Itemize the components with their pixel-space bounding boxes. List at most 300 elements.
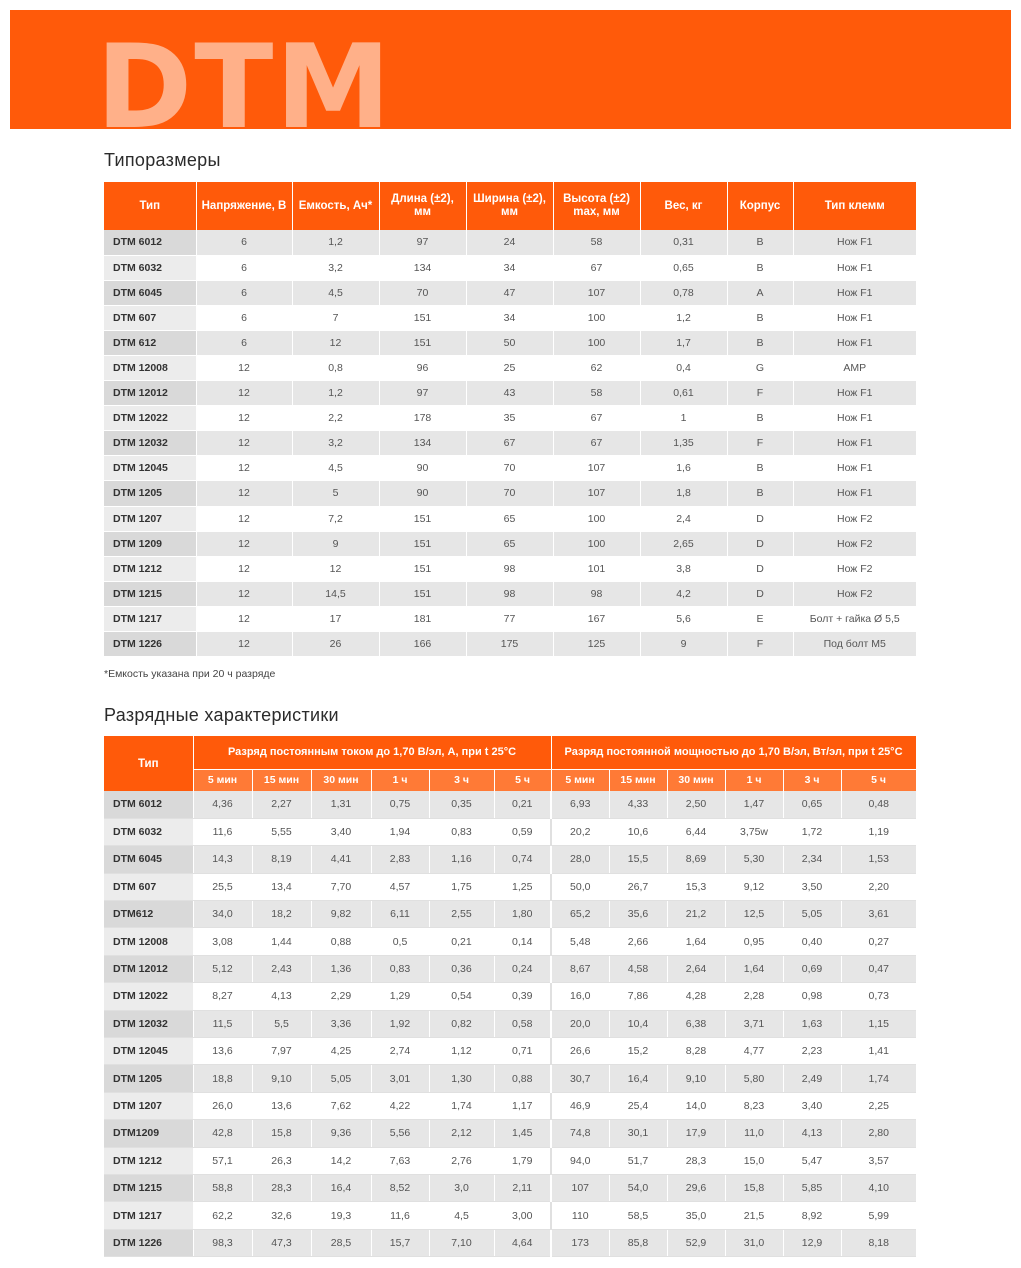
model-name-cell: DTM 6012 — [104, 230, 196, 255]
table-cell: 3,01 — [371, 1065, 429, 1092]
table-cell: B — [727, 481, 793, 506]
table-row — [104, 1010, 916, 1037]
table-cell: 0,27 — [841, 928, 916, 955]
table-cell: 1,74 — [429, 1092, 494, 1119]
table-cell: 151 — [379, 581, 466, 606]
table-cell: 0,48 — [841, 791, 916, 818]
table-cell: 0,59 — [494, 818, 551, 845]
table-cell: 28,5 — [311, 1229, 371, 1256]
table-cell: 0,83 — [429, 818, 494, 845]
table-cell: 5,6 — [640, 606, 727, 631]
table-cell: 4,5 — [292, 456, 379, 481]
table-cell: 1,2 — [640, 305, 727, 330]
table-cell: 12 — [292, 556, 379, 581]
table-cell: 1,35 — [640, 431, 727, 456]
table-cell: 4,36 — [193, 791, 252, 818]
table-cell: 15,2 — [609, 1038, 667, 1065]
table-cell: F — [727, 632, 793, 657]
table-cell: 0,61 — [640, 381, 727, 406]
table-cell: 173 — [551, 1229, 609, 1256]
table-cell: 5,85 — [783, 1174, 841, 1201]
table-cell: 1,15 — [841, 1010, 916, 1037]
table-cell: 0,39 — [494, 983, 551, 1010]
table-cell: 2,23 — [783, 1038, 841, 1065]
table-cell: 1,53 — [841, 846, 916, 873]
table-cell: 3,0 — [429, 1174, 494, 1201]
table-cell: D — [727, 556, 793, 581]
table-cell: 167 — [553, 606, 640, 631]
sizes-column-header: Тип — [104, 182, 196, 230]
table-cell: 2,65 — [640, 531, 727, 556]
table-cell: 107 — [551, 1174, 609, 1201]
sizes-column-header: Высота (±2) max, мм — [553, 182, 640, 230]
model-name-cell: DTM 1217 — [104, 1202, 193, 1229]
table-cell: 3,75w — [725, 818, 783, 845]
table-cell: 1,31 — [311, 791, 371, 818]
table-cell: Нож F2 — [793, 581, 916, 606]
model-name-cell: DTM1209 — [104, 1120, 193, 1147]
table-cell: 12,9 — [783, 1229, 841, 1256]
table-cell: 97 — [379, 230, 466, 255]
table-row — [104, 531, 916, 556]
table-cell: 0,82 — [429, 1010, 494, 1037]
table-cell: Нож F2 — [793, 556, 916, 581]
table-cell: 8,67 — [551, 955, 609, 982]
table-cell: B — [727, 255, 793, 280]
table-cell: 1,29 — [371, 983, 429, 1010]
table-cell: 5,47 — [783, 1147, 841, 1174]
table-cell: 6,11 — [371, 901, 429, 928]
table-cell: 7,10 — [429, 1229, 494, 1256]
table-cell: 0,71 — [494, 1038, 551, 1065]
table-cell: 31,0 — [725, 1229, 783, 1256]
table-cell: B — [727, 330, 793, 355]
table-row — [104, 330, 916, 355]
table-cell: 57,1 — [193, 1147, 252, 1174]
table-cell: 2,12 — [429, 1120, 494, 1147]
table-cell: 47,3 — [252, 1229, 311, 1256]
table-cell: 21,2 — [667, 901, 725, 928]
table-cell: Нож F2 — [793, 531, 916, 556]
table-cell: 4,5 — [292, 280, 379, 305]
brand-banner — [10, 10, 1011, 129]
sizes-table — [104, 182, 916, 657]
table-cell: 101 — [553, 556, 640, 581]
table-cell: 12,5 — [725, 901, 783, 928]
table-cell: 166 — [379, 632, 466, 657]
table-cell: 9 — [640, 632, 727, 657]
power-discharge-header: Разряд постоянной мощностью до 1,70 В/эл, Вт/эл, при t 25°С — [551, 736, 916, 769]
model-name-cell: DTM 607 — [104, 873, 193, 900]
table-cell: 18,8 — [193, 1065, 252, 1092]
table-cell: 6 — [196, 330, 292, 355]
table-cell: 0,88 — [494, 1065, 551, 1092]
table-cell: Болт + гайка Ø 5,5 — [793, 606, 916, 631]
table-cell: 9,82 — [311, 901, 371, 928]
table-cell: 7 — [292, 305, 379, 330]
model-name-cell: DTM 1215 — [104, 581, 196, 606]
table-cell: 7,2 — [292, 506, 379, 531]
discharge-period-row — [104, 769, 916, 791]
table-cell: 58 — [553, 230, 640, 255]
period-header: 15 мин — [252, 769, 311, 791]
table-cell: 151 — [379, 531, 466, 556]
table-cell: 62,2 — [193, 1202, 252, 1229]
table-cell: 17,9 — [667, 1120, 725, 1147]
table-cell: 175 — [466, 632, 553, 657]
table-cell: 2,34 — [783, 846, 841, 873]
table-cell: 1,25 — [494, 873, 551, 900]
sizes-column-header: Корпус — [727, 182, 793, 230]
table-row — [104, 1229, 916, 1256]
table-row — [104, 1038, 916, 1065]
table-cell: 98 — [466, 556, 553, 581]
table-cell: 15,0 — [725, 1147, 783, 1174]
table-row — [104, 606, 916, 631]
table-cell: 98 — [466, 581, 553, 606]
table-cell: 2,11 — [494, 1174, 551, 1201]
table-cell: 18,2 — [252, 901, 311, 928]
model-name-cell: DTM 12012 — [104, 381, 196, 406]
table-cell: 46,9 — [551, 1092, 609, 1119]
table-cell: 5,56 — [371, 1120, 429, 1147]
table-cell: 8,23 — [725, 1092, 783, 1119]
table-cell: 42,8 — [193, 1120, 252, 1147]
table-row — [104, 791, 916, 818]
table-cell: 2,4 — [640, 506, 727, 531]
table-cell: 11,6 — [371, 1202, 429, 1229]
table-row — [104, 1147, 916, 1174]
table-cell: 70 — [466, 456, 553, 481]
table-cell: 107 — [553, 456, 640, 481]
table-cell: 1 — [640, 406, 727, 431]
table-cell: 28,0 — [551, 846, 609, 873]
table-cell: 35 — [466, 406, 553, 431]
table-cell: 1,94 — [371, 818, 429, 845]
table-cell: Нож F1 — [793, 456, 916, 481]
table-cell: 0,21 — [494, 791, 551, 818]
table-cell: 7,62 — [311, 1092, 371, 1119]
table-cell: B — [727, 230, 793, 255]
table-cell: 1,64 — [667, 928, 725, 955]
table-cell: 14,3 — [193, 846, 252, 873]
table-cell: 30,1 — [609, 1120, 667, 1147]
table-cell: 100 — [553, 531, 640, 556]
table-cell: 12 — [196, 381, 292, 406]
table-cell: 4,64 — [494, 1229, 551, 1256]
table-cell: 5,5 — [252, 1010, 311, 1037]
table-cell: 12 — [196, 355, 292, 380]
table-cell: 151 — [379, 506, 466, 531]
table-cell: 74,8 — [551, 1120, 609, 1147]
period-header: 5 ч — [841, 769, 916, 791]
table-cell: 0,83 — [371, 955, 429, 982]
model-name-cell: DTM 1209 — [104, 531, 196, 556]
table-cell: 0,65 — [783, 791, 841, 818]
table-cell: 0,78 — [640, 280, 727, 305]
table-cell: 15,3 — [667, 873, 725, 900]
table-row — [104, 873, 916, 900]
table-cell: 26,3 — [252, 1147, 311, 1174]
table-cell: 1,2 — [292, 230, 379, 255]
table-cell: 28,3 — [252, 1174, 311, 1201]
table-row — [104, 456, 916, 481]
table-cell: 34 — [466, 305, 553, 330]
table-cell: 9,10 — [252, 1065, 311, 1092]
table-row — [104, 280, 916, 305]
table-cell: 34,0 — [193, 901, 252, 928]
table-cell: 67 — [553, 406, 640, 431]
table-cell: 5,48 — [551, 928, 609, 955]
table-cell: 65 — [466, 531, 553, 556]
table-cell: 19,3 — [311, 1202, 371, 1229]
model-name-cell: DTM 1226 — [104, 1229, 193, 1256]
table-cell: 6 — [196, 255, 292, 280]
model-name-cell: DTM 1215 — [104, 1174, 193, 1201]
table-cell: 100 — [553, 305, 640, 330]
table-cell: 4,57 — [371, 873, 429, 900]
table-cell: 14,0 — [667, 1092, 725, 1119]
table-cell: 8,69 — [667, 846, 725, 873]
table-cell: 2,76 — [429, 1147, 494, 1174]
model-name-cell: DTM 6012 — [104, 791, 193, 818]
table-cell: 1,47 — [725, 791, 783, 818]
dtm-logo: DTM — [96, 20, 393, 129]
table-cell: 24 — [466, 230, 553, 255]
table-cell: 1,79 — [494, 1147, 551, 1174]
table-cell: 12 — [196, 506, 292, 531]
sizes-column-header: Вес, кг — [640, 182, 727, 230]
table-cell: 35,0 — [667, 1202, 725, 1229]
table-cell: 100 — [553, 330, 640, 355]
table-cell: Под болт М5 — [793, 632, 916, 657]
table-cell: 2,64 — [667, 955, 725, 982]
table-cell: 26,6 — [551, 1038, 609, 1065]
table-cell: 4,77 — [725, 1038, 783, 1065]
table-cell: 0,21 — [429, 928, 494, 955]
table-cell: 1,36 — [311, 955, 371, 982]
table-cell: B — [727, 305, 793, 330]
sizes-column-header: Емкость, Ач* — [292, 182, 379, 230]
table-cell: 2,27 — [252, 791, 311, 818]
table-row — [104, 1120, 916, 1147]
table-cell: 6,93 — [551, 791, 609, 818]
table-cell: 151 — [379, 305, 466, 330]
table-cell: 4,28 — [667, 983, 725, 1010]
table-cell: 52,9 — [667, 1229, 725, 1256]
table-cell: 3,61 — [841, 901, 916, 928]
table-cell: 97 — [379, 381, 466, 406]
table-cell: 6 — [196, 280, 292, 305]
table-row — [104, 481, 916, 506]
table-cell: 51,7 — [609, 1147, 667, 1174]
table-cell: 58 — [553, 381, 640, 406]
table-cell: Нож F1 — [793, 330, 916, 355]
table-cell: 26,7 — [609, 873, 667, 900]
table-cell: 6,38 — [667, 1010, 725, 1037]
table-cell: Нож F1 — [793, 305, 916, 330]
table-cell: 2,83 — [371, 846, 429, 873]
table-cell: 11,6 — [193, 818, 252, 845]
table-cell: 7,70 — [311, 873, 371, 900]
table-cell: 2,25 — [841, 1092, 916, 1119]
table-cell: 3,40 — [311, 818, 371, 845]
table-cell: 7,86 — [609, 983, 667, 1010]
table-cell: 151 — [379, 556, 466, 581]
table-cell: 85,8 — [609, 1229, 667, 1256]
table-cell: 34 — [466, 255, 553, 280]
model-name-cell: DTM 6045 — [104, 280, 196, 305]
table-cell: 2,20 — [841, 873, 916, 900]
table-cell: 7,63 — [371, 1147, 429, 1174]
period-header: 5 ч — [494, 769, 551, 791]
table-cell: 12 — [196, 632, 292, 657]
table-cell: 0,95 — [725, 928, 783, 955]
table-cell: 25,4 — [609, 1092, 667, 1119]
table-cell: AMP — [793, 355, 916, 380]
period-header: 1 ч — [725, 769, 783, 791]
table-cell: D — [727, 506, 793, 531]
table-cell: Нож F1 — [793, 280, 916, 305]
table-cell: 0,36 — [429, 955, 494, 982]
table-cell: 12 — [196, 556, 292, 581]
period-header: 5 мин — [551, 769, 609, 791]
table-cell: 3,57 — [841, 1147, 916, 1174]
period-header: 1 ч — [371, 769, 429, 791]
table-cell: 77 — [466, 606, 553, 631]
table-cell: 2,55 — [429, 901, 494, 928]
model-name-cell: DTM 1212 — [104, 556, 196, 581]
table-cell: 15,8 — [725, 1174, 783, 1201]
table-cell: 1,30 — [429, 1065, 494, 1092]
table-cell: 100 — [553, 506, 640, 531]
table-cell: 26 — [292, 632, 379, 657]
table-cell: 13,4 — [252, 873, 311, 900]
model-name-cell: DTM 1207 — [104, 506, 196, 531]
discharge-group-row — [104, 736, 916, 769]
table-cell: 2,74 — [371, 1038, 429, 1065]
model-name-cell: DTM 1226 — [104, 632, 196, 657]
table-cell: 32,6 — [252, 1202, 311, 1229]
table-cell: 1,16 — [429, 846, 494, 873]
table-cell: 15,5 — [609, 846, 667, 873]
table-cell: D — [727, 531, 793, 556]
model-name-cell: DTM 12012 — [104, 955, 193, 982]
sizes-header-row — [104, 182, 916, 230]
table-cell: 96 — [379, 355, 466, 380]
table-cell: 70 — [466, 481, 553, 506]
table-cell: Нож F1 — [793, 481, 916, 506]
table-cell: 20,2 — [551, 818, 609, 845]
table-cell: 5,05 — [783, 901, 841, 928]
table-cell: 4,33 — [609, 791, 667, 818]
table-cell: 1,6 — [640, 456, 727, 481]
type-header: Тип — [104, 736, 193, 791]
table-cell: 1,8 — [640, 481, 727, 506]
table-cell: B — [727, 456, 793, 481]
table-row — [104, 1065, 916, 1092]
table-cell: 5,30 — [725, 846, 783, 873]
table-cell: 3,36 — [311, 1010, 371, 1037]
table-cell: 0,98 — [783, 983, 841, 1010]
table-cell: 2,80 — [841, 1120, 916, 1147]
table-cell: 15,7 — [371, 1229, 429, 1256]
table-cell: 0,24 — [494, 955, 551, 982]
table-cell: 26,0 — [193, 1092, 252, 1119]
table-cell: 17 — [292, 606, 379, 631]
table-cell: 9 — [292, 531, 379, 556]
table-cell: 9,12 — [725, 873, 783, 900]
table-cell: 43 — [466, 381, 553, 406]
table-cell: 98,3 — [193, 1229, 252, 1256]
table-cell: 98 — [553, 581, 640, 606]
table-cell: 134 — [379, 431, 466, 456]
current-discharge-header: Разряд постоянным током до 1,70 В/эл, А, при t 25°С — [193, 736, 551, 769]
table-cell: 2,43 — [252, 955, 311, 982]
table-cell: 0,58 — [494, 1010, 551, 1037]
table-cell: 12 — [292, 330, 379, 355]
table-cell: 5,12 — [193, 955, 252, 982]
capacity-footnote: *Емкость указана при 20 ч разряде — [104, 668, 276, 680]
table-cell: 0,14 — [494, 928, 551, 955]
table-cell: 12 — [196, 606, 292, 631]
table-cell: 4,2 — [640, 581, 727, 606]
table-cell: 1,12 — [429, 1038, 494, 1065]
table-cell: 12 — [196, 406, 292, 431]
table-cell: 8,18 — [841, 1229, 916, 1256]
table-cell: 25 — [466, 355, 553, 380]
table-cell: 12 — [196, 581, 292, 606]
model-name-cell: DTM 12022 — [104, 983, 193, 1010]
sizes-column-header: Тип клемм — [793, 182, 916, 230]
model-name-cell: DTM 1205 — [104, 1065, 193, 1092]
model-name-cell: DTM 1212 — [104, 1147, 193, 1174]
model-name-cell: DTM 6032 — [104, 255, 196, 280]
table-cell: F — [727, 381, 793, 406]
table-cell: 9,10 — [667, 1065, 725, 1092]
table-cell: 28,3 — [667, 1147, 725, 1174]
table-row — [104, 818, 916, 845]
table-cell: 1,63 — [783, 1010, 841, 1037]
sizes-column-header: Напряжение, В — [196, 182, 292, 230]
table-cell: 1,80 — [494, 901, 551, 928]
table-cell: 1,19 — [841, 818, 916, 845]
model-name-cell: DTM 12045 — [104, 456, 196, 481]
table-cell: 1,17 — [494, 1092, 551, 1119]
table-cell: 12 — [196, 531, 292, 556]
table-cell: 11,5 — [193, 1010, 252, 1037]
period-header: 30 мин — [311, 769, 371, 791]
table-cell: 10,6 — [609, 818, 667, 845]
table-cell: 2,49 — [783, 1065, 841, 1092]
table-cell: 4,5 — [429, 1202, 494, 1229]
table-cell: 58,5 — [609, 1202, 667, 1229]
table-cell: Нож F1 — [793, 230, 916, 255]
table-cell: 10,4 — [609, 1010, 667, 1037]
table-cell: 1,75 — [429, 873, 494, 900]
table-row — [104, 632, 916, 657]
table-cell: 1,44 — [252, 928, 311, 955]
table-cell: D — [727, 581, 793, 606]
table-cell: 5,55 — [252, 818, 311, 845]
table-cell: 16,4 — [609, 1065, 667, 1092]
table-cell: 67 — [553, 431, 640, 456]
table-cell: 0,54 — [429, 983, 494, 1010]
table-cell: 5 — [292, 481, 379, 506]
model-name-cell: DTM 12032 — [104, 431, 196, 456]
table-cell: 2,50 — [667, 791, 725, 818]
table-cell: 8,27 — [193, 983, 252, 1010]
